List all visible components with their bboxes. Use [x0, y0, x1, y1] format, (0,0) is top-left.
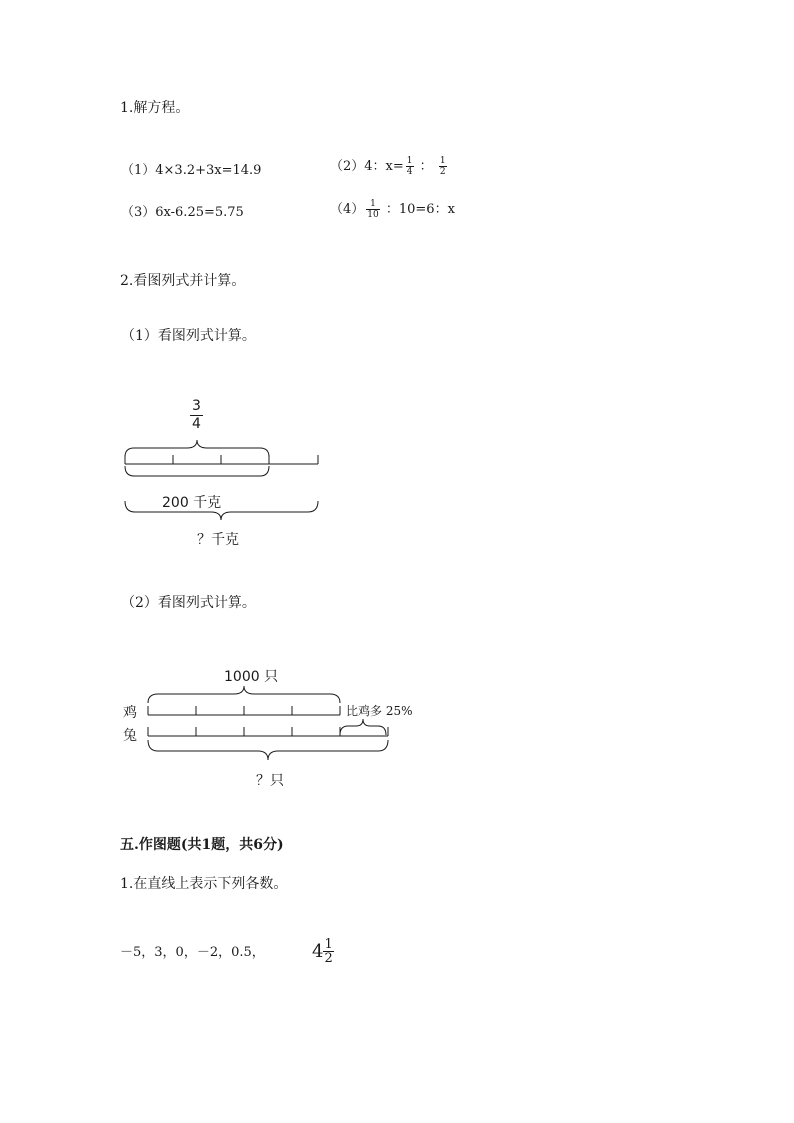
fraction-numerator: 1 — [406, 156, 413, 166]
mixed-number — [312, 938, 334, 965]
number-list: －5，3，0，－2，0.5， — [120, 945, 265, 960]
diagram2-chicken-label: 鸡 — [123, 705, 137, 721]
fraction-denominator: 2 — [439, 167, 446, 177]
diagram2-more-label: 比鸡多 25% — [346, 704, 413, 718]
equation-4-suffix: ：10=6：x — [385, 202, 455, 217]
section5-q1-title: 1.在直线上表示下列各数。 — [120, 876, 288, 892]
fraction-numerator: 1 — [439, 156, 446, 166]
diagram2-total-brace — [148, 740, 388, 760]
diagram1-part-label: 200 千克 — [162, 495, 222, 511]
q2-title: 2.看图列式并计算。 — [120, 273, 246, 289]
fraction-denominator: 4 — [192, 416, 201, 432]
section5-heading: 五.作图题(共1题，共6分) — [120, 837, 284, 853]
equation-4-prefix: （4） — [330, 202, 365, 217]
q2-sub2-title: （2）看图列式计算。 — [121, 595, 256, 611]
fraction-denominator: 10 — [367, 210, 379, 220]
mixed-number-fraction — [323, 938, 333, 965]
mixed-number-whole: 4 — [312, 941, 324, 962]
q2-sub1-title: （1）看图列式计算。 — [121, 328, 256, 344]
q1-title: 1.解方程。 — [120, 100, 190, 116]
diagram1-top-brace — [125, 440, 269, 457]
ratio-colon: ： — [419, 159, 433, 174]
diagram1-total-brace — [125, 501, 318, 520]
diagram2-extra-brace — [340, 719, 386, 735]
fraction-numerator: 1 — [366, 199, 379, 210]
equation-1: （1）4×3.2+3x=14.9 — [121, 163, 262, 178]
fraction-denominator: 2 — [324, 951, 333, 966]
diagram2-total-label: ？只 — [256, 773, 284, 789]
fraction-numerator: 1 — [324, 937, 333, 952]
fraction-numerator: 3 — [192, 398, 201, 414]
diagram2-chicken-total-label: 1000 只 — [224, 669, 279, 685]
diagram1-part-brace — [125, 466, 269, 476]
diagram2-chicken-top-brace — [148, 686, 340, 703]
fraction-denominator: 4 — [406, 167, 413, 177]
equation-2-prefix: （2）4：x= — [330, 159, 404, 174]
diagram2-rabbit-label: 兔 — [123, 728, 137, 744]
diagram1-total-label: ？千克 — [197, 532, 239, 548]
equation-3: （3）6x-6.25=5.75 — [121, 205, 244, 220]
